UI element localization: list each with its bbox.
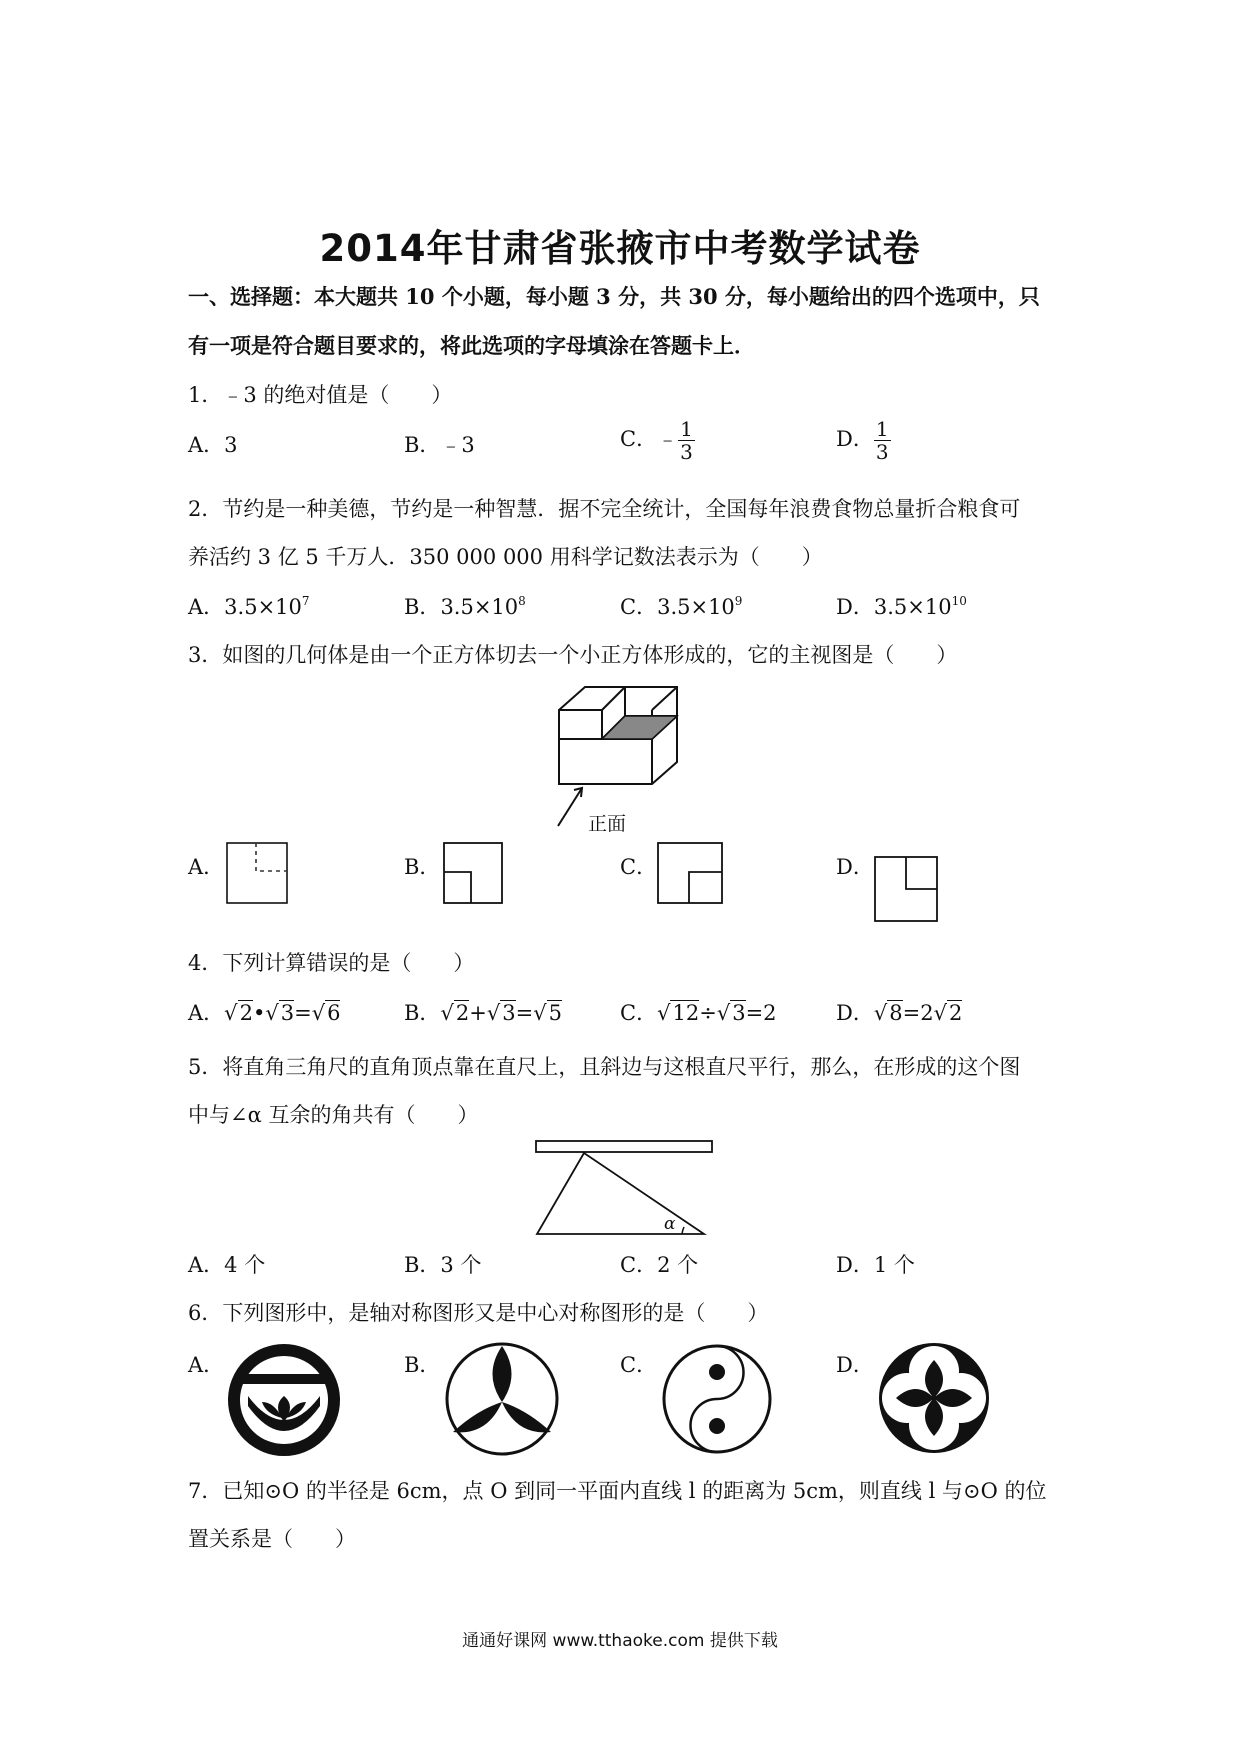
footer-source: 通通好课网 www.tthaoke.com 提供下载 bbox=[462, 1631, 778, 1651]
q3-option-b-figure bbox=[443, 842, 507, 906]
q2-option-b bbox=[404, 592, 526, 622]
q4-c-radicand2: 3 bbox=[732, 1001, 746, 1025]
q3-option-b: B． bbox=[404, 855, 441, 879]
q1-d-denominator: 3 bbox=[875, 440, 889, 464]
q2-c-label: C． bbox=[620, 595, 658, 619]
q4-a-radicand3: 6 bbox=[327, 1001, 341, 1025]
q5-option-a: A．4 个 bbox=[188, 1253, 266, 1277]
q4-c-eq: =2 bbox=[745, 1001, 777, 1025]
q4-stem: 4．下列计算错误的是（ ） bbox=[188, 951, 475, 975]
q4-d-radicand2: 2 bbox=[948, 1001, 963, 1025]
q3-solid-figure bbox=[552, 684, 712, 834]
q4-b-op: + bbox=[469, 1001, 487, 1025]
q3-option-d-figure bbox=[874, 856, 940, 924]
q4-option-b: B．√2+√3=√5 bbox=[404, 1001, 562, 1025]
q6-option-c: C． bbox=[620, 1353, 658, 1377]
q4-d-label: D． bbox=[836, 1001, 874, 1025]
q3-option-a: A． bbox=[188, 855, 225, 879]
q4-a-eq: = bbox=[294, 1001, 312, 1025]
q4-c-label: C． bbox=[620, 1001, 658, 1025]
q6-option-b-logo bbox=[443, 1340, 561, 1458]
q2-d-base: 3.5×10 bbox=[873, 595, 952, 619]
q4-b-radicand2: 3 bbox=[502, 1001, 516, 1025]
q1-d-label: D． bbox=[836, 427, 874, 451]
q4-a-radicand2: 3 bbox=[280, 1001, 295, 1025]
q4-d-eq: =2 bbox=[902, 1001, 934, 1025]
section-heading-line1: 一、选择题：本大题共 10 个小题，每小题 3 分，共 30 分，每小题给出的四个选项中，只 bbox=[188, 284, 1040, 309]
q4-c-radicand1: 12 bbox=[672, 1001, 700, 1025]
q3-option-d: D． bbox=[836, 855, 874, 879]
q5-alpha-label: α bbox=[664, 1214, 676, 1234]
q2-a-label: A． bbox=[188, 595, 225, 619]
q2-option-a bbox=[188, 592, 310, 622]
q1-c-sign: ﹣ bbox=[657, 427, 679, 451]
q2-d-exponent: 10 bbox=[951, 594, 967, 608]
q6-stem: 6．下列图形中，是轴对称图形又是中心对称图形的是（ ） bbox=[188, 1301, 769, 1325]
q2-stem-line2: 养活约 3 亿 5 千万人．350 000 000 用科学记数法表示为（ ） bbox=[188, 545, 823, 569]
q5-stem-line1: 5．将直角三角尺的直角顶点靠在直尺上，且斜边与这根直尺平行，那么，在形成的这个图 bbox=[188, 1055, 1021, 1079]
q3-stem: 3．如图的几何体是由一个正方体切去一个小正方体形成的，它的主视图是（ ） bbox=[188, 643, 958, 667]
q1-option-b: B．﹣3 bbox=[404, 433, 475, 457]
q4-d-radicand1: 8 bbox=[889, 1001, 903, 1025]
q3-option-c-figure bbox=[657, 842, 725, 906]
q5-ruler-triangle-figure bbox=[532, 1138, 722, 1238]
q7-stem-line1: 7．已知⊙O 的半径是 6cm，点 O 到同一平面内直线 l 的距离为 5cm，则直线 l 与⊙O 的位 bbox=[188, 1479, 1047, 1503]
q4-a-op: • bbox=[252, 1001, 266, 1025]
q4-b-eq: = bbox=[515, 1001, 534, 1025]
q2-option-c bbox=[620, 592, 742, 622]
q6-option-d-flower bbox=[876, 1340, 992, 1456]
q5-option-c: C．2 个 bbox=[620, 1253, 699, 1277]
page-title: 2014年甘肃省张掖市中考数学试卷 bbox=[319, 227, 921, 270]
q1-d-numerator: 1 bbox=[875, 417, 889, 441]
q6-option-c-taiji bbox=[660, 1342, 774, 1456]
q4-option-a: A．√2•√3=√6 bbox=[188, 1001, 341, 1025]
q1-option-c bbox=[620, 418, 695, 463]
q6-option-a: A． bbox=[188, 1353, 225, 1377]
section-heading-line2: 有一项是符合题目要求的，将此选项的字母填涂在答题卡上． bbox=[188, 333, 755, 358]
q2-option-d bbox=[836, 592, 967, 622]
q2-b-base: 3.5×10 bbox=[440, 595, 519, 619]
q2-a-exponent: 7 bbox=[301, 594, 310, 608]
q2-a-base: 3.5×10 bbox=[224, 595, 302, 619]
q3-option-a-figure bbox=[226, 842, 290, 906]
q3-front-label: 正面 bbox=[588, 813, 627, 835]
q2-d-label: D． bbox=[836, 595, 874, 619]
q1-stem: 1．﹣3 的绝对值是（ ） bbox=[188, 383, 453, 407]
q2-c-exponent: 9 bbox=[734, 594, 743, 608]
q1-c-numerator: 1 bbox=[680, 417, 693, 441]
q4-b-radicand3: 5 bbox=[548, 1001, 562, 1025]
q1-c-denominator: 3 bbox=[680, 440, 693, 464]
q3-option-c: C． bbox=[620, 855, 658, 879]
q1-option-d bbox=[836, 418, 891, 463]
q7-stem-line2: 置关系是（ ） bbox=[188, 1527, 356, 1551]
q6-option-a-logo bbox=[228, 1344, 340, 1456]
q4-b-label: B． bbox=[404, 1001, 441, 1025]
q1-option-a: A．3 bbox=[188, 433, 238, 457]
q5-option-b: B．3 个 bbox=[404, 1253, 482, 1277]
q4-option-d: D．√8=2√2 bbox=[836, 1001, 963, 1025]
q4-c-op: ÷ bbox=[699, 1001, 717, 1025]
q4-a-radicand1: 2 bbox=[239, 1001, 253, 1025]
q1-c-fraction bbox=[678, 418, 695, 463]
q4-b-radicand1: 2 bbox=[455, 1001, 470, 1025]
q1-d-fraction bbox=[874, 418, 891, 463]
q1-c-label: C． bbox=[620, 427, 658, 451]
q5-option-d: D．1 个 bbox=[836, 1253, 915, 1277]
q6-option-d: D． bbox=[836, 1353, 874, 1377]
q2-b-label: B． bbox=[404, 595, 441, 619]
q5-stem-line2: 中与∠α 互余的角共有（ ） bbox=[188, 1103, 479, 1127]
q2-c-base: 3.5×10 bbox=[657, 595, 735, 619]
q2-b-exponent: 8 bbox=[518, 594, 526, 608]
q4-option-c: C．√12÷√3=2 bbox=[620, 1001, 777, 1025]
q6-option-b: B． bbox=[404, 1353, 441, 1377]
q2-stem-line1: 2．节约是一种美德，节约是一种智慧．据不完全统计，全国每年浪费食物总量折合粮食可 bbox=[188, 497, 1021, 521]
q4-a-label: A． bbox=[188, 1001, 225, 1025]
